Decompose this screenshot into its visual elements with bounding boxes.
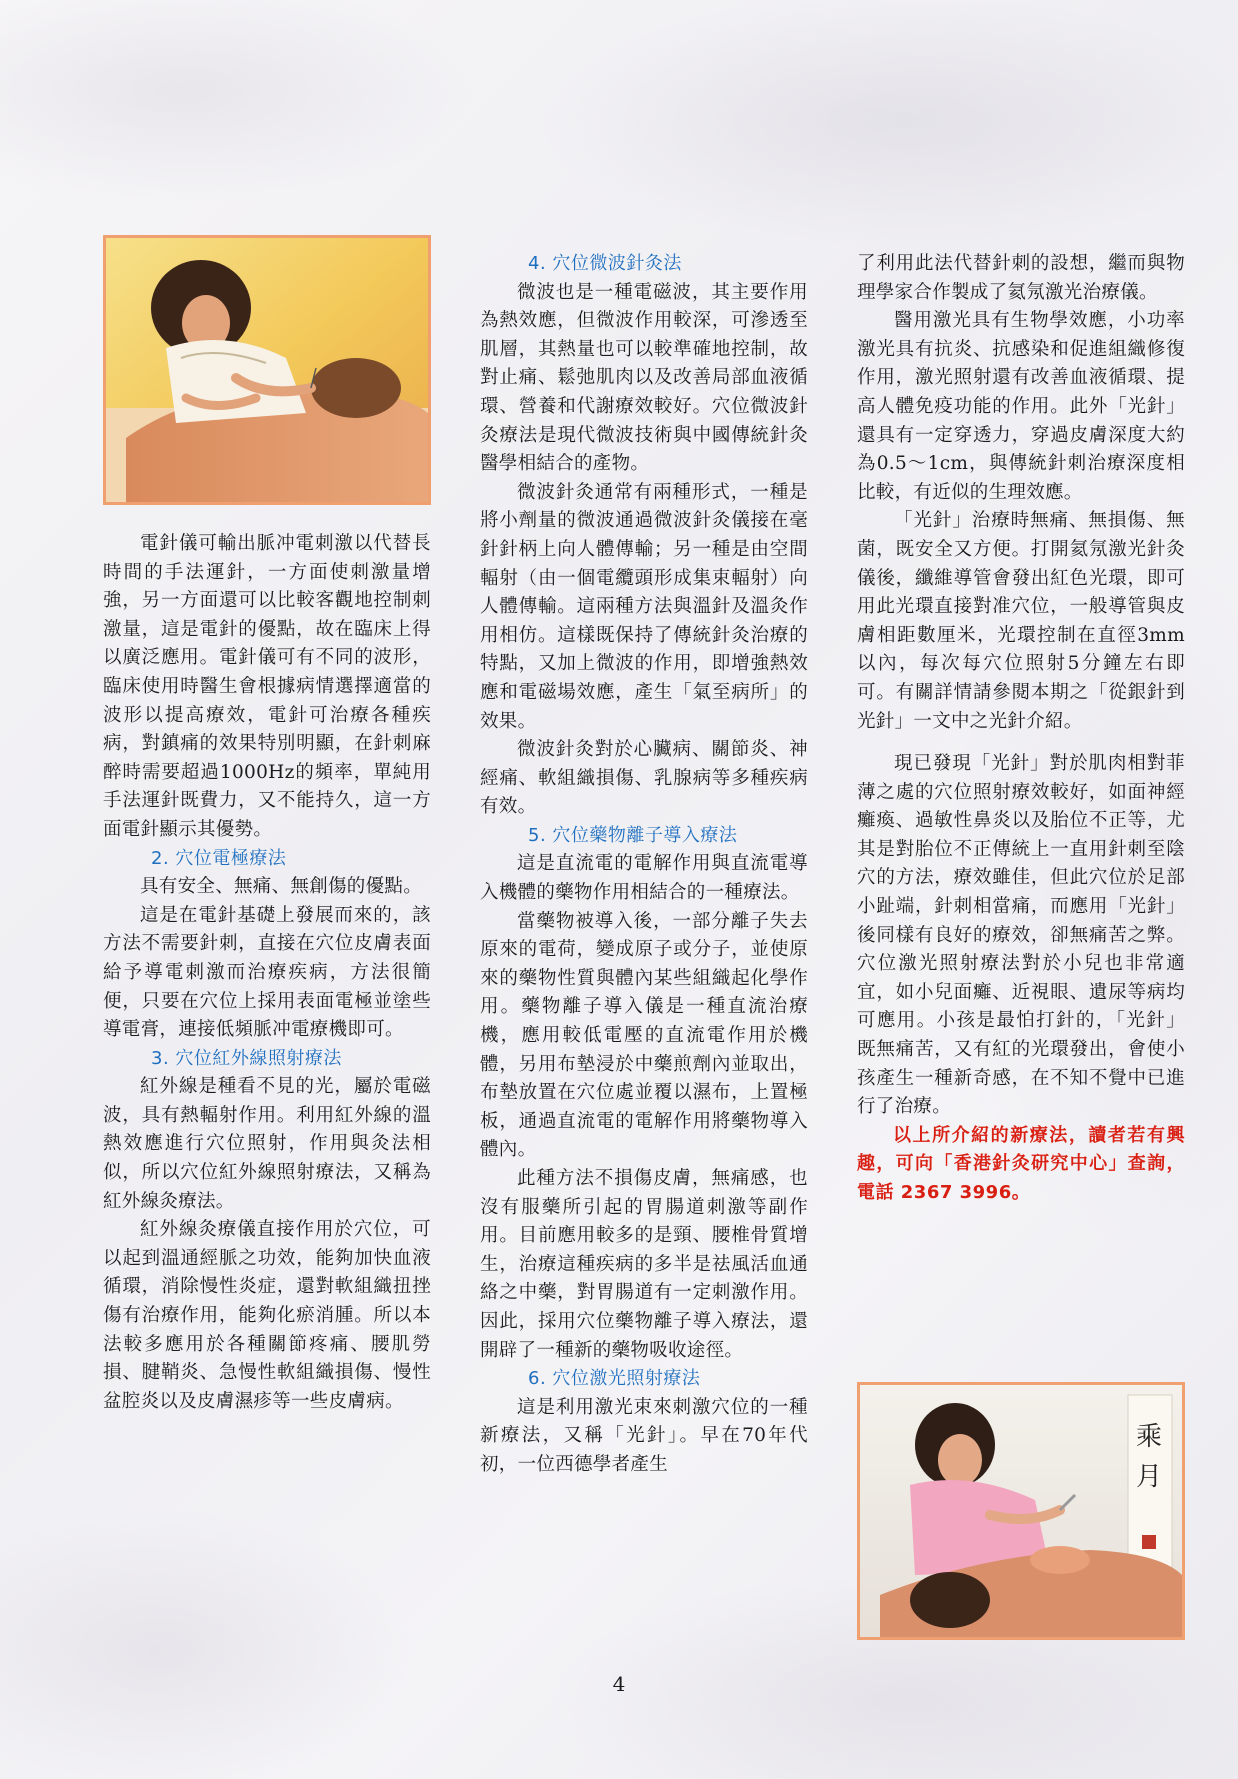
- paragraph: 「光針」治療時無痛、無損傷、無菌，既安全又方便。打開氦氖激光針灸儀後，纖維導管會發出紅色光環，即可用此光環直接對准穴位，一般導管與皮膚相距數厘米，光環控制在直徑3mm以內，每次每穴位照射5分鐘左右即可。有關詳情請參閱本期之「從銀針到光針」一文中之光針介紹。: [857, 510, 1185, 732]
- svg-text:乘: 乘: [1136, 1422, 1163, 1452]
- section-heading-4: 4. 穴位微波針灸法: [528, 253, 682, 274]
- paragraph-continued: 了利用此法代替針刺的設想，繼而與物理學家合作製成了氦氖激光治療儀。: [857, 253, 1185, 303]
- paragraph: 電針儀可輸出脈冲電刺激以代替長時間的手法運針，一方面使刺激量增強，另一方面還可以比較客觀地控制刺激量，這是電針的優點，故在臨床上得以廣泛應用。電針儀可有不同的波形，臨床使用時醫生會根據病情選擇適當的波形以提高療效，電針可治療各種疾病，對鎮痛的效果特別明顯，在針刺麻醉時需要超過1000Hz的頻率，單純用手法運針既費力，又不能持久，這一方面電針顯示其優勢。: [103, 533, 431, 840]
- paragraph: 紅外線灸療儀直接作用於穴位，可以起到溫通經脈之功效，能夠加快血液循環，消除慢性炎症，還對軟組織扭挫傷有治療作用，能夠化瘀消腫。所以本法較多應用於各種關節疼痛、腰肌勞損、腱鞘炎、急慢性軟組織損傷、慢性盆腔炎以及皮膚濕疹等一些皮膚病。: [103, 1219, 431, 1412]
- section-heading-3: 3. 穴位紅外線照射療法: [151, 1047, 342, 1069]
- paragraph: 當藥物被導入後，一部分離子失去原來的電荷，變成原子或分子，並使原來的藥物性質與體內某些組織起化學作用。藥物離子導入儀是一種直流治療機，應用較低電壓的直流電作用於機體，另用布墊浸於中藥煎劑內並取出，布墊放置在穴位處並覆以濕布，上置極板，通過直流電的電解作用將藥物導入體內。: [480, 910, 808, 1161]
- section-heading-6: 6. 穴位激光照射療法: [528, 1368, 701, 1390]
- paragraph: 具有安全、無痛、無創傷的優點。: [140, 876, 423, 898]
- column-3: [857, 250, 1185, 1208]
- treatment-photo-illustration: [106, 238, 428, 502]
- paragraph: 這是利用激光束來刺激穴位的一種新療法，又稱「光針」。早在70年代初，一位西德學者產生: [480, 1396, 808, 1475]
- paragraph: 微波也是一種電磁波，其主要作用為熱效應，但微波作用較深，可滲透至肌層，其熱量也可以較準確地控制，故對止痛、鬆弛肌肉以及改善局部血液循環、營養和代謝療效較好。穴位微波針灸療法是現代微波技術與中國傳統針灸醫學相結合的產物。: [480, 281, 808, 475]
- section-heading-2: 2. 穴位電極療法: [151, 847, 287, 869]
- paragraph: 此種方法不損傷皮膚，無痛感，也沒有服藥所引起的胃腸道刺激等副作用。目前應用較多的是頸、腰椎骨質增生，治療這種疾病的多半是祛風活血通絡之中藥，對胃腸道有一定刺激作用。因此，採用穴位藥物離子導入療法，還開辟了一種新的藥物吸收途徑。: [480, 1168, 808, 1361]
- svg-text:月: 月: [1136, 1462, 1163, 1492]
- laser-treatment-illustration: [860, 1385, 1182, 1637]
- paragraph: 微波針灸對於心臟病、關節炎、神經痛、軟組織損傷、乳腺病等多種疾病有效。: [480, 739, 808, 818]
- paragraph: 微波針灸通常有兩種形式，一種是將小劑量的微波通過微波針灸儀接在毫針針柄上向人體傳輸；另一種是由空間輻射（由一個電纜頭形成集束輻射）向人體傳輸。這兩種方法與溫針及溫灸作用相仿。這樣既保持了傳統針灸治療的特點，又加上微波的作用，即增強熱效應和電磁場效應，產生「氣至病所」的效果。: [480, 481, 808, 732]
- column-1: [103, 530, 431, 1416]
- treatment-photo-bottom: [857, 1382, 1185, 1640]
- paragraph: 現已發現「光針」對於肌肉相對菲薄之處的穴位照射療效較好，如面神經癱瘓、過敏性鼻炎以及胎位不正等，尤其是對胎位不正傳統上一直用針刺至陰穴的方法，療效雖佳，但此穴位於足部小趾端，針刺相當痛，而應用「光針」後同樣有良好的療效，卻無痛苦之弊。穴位激光照射療法對於小兒也非常適宜，如小兒面癱、近視眼、遺尿等病均可應用。小孩是最怕打針的，「光針」既無痛苦，又有紅的光環發出，會使小孩產生一種新奇感，在不知不覺中已進行了治療。: [857, 753, 1185, 1118]
- column-2: [480, 250, 808, 1480]
- page-number: 4: [612, 1672, 626, 1696]
- paragraph: 紅外線是種看不見的光，屬於電磁波，具有熱輻射作用。利用紅外線的溫熱效應進行穴位照射，作用與灸法相似，所以穴位紅外線照射療法，又稱為紅外線灸療法。: [103, 1076, 431, 1212]
- paragraph: 這是在電針基礎上發展而來的，該方法不需要針刺，直接在穴位皮膚表面給予導電刺激而治療疾病，方法很簡便，只要在穴位上採用表面電極並塗些導電膏，連接低頻脈冲電療機即可。: [103, 904, 431, 1041]
- treatment-photo-top: [103, 235, 431, 505]
- paragraph: 這是直流電的電解作用與直流電導入機體的藥物作用相結合的一種療法。: [480, 853, 808, 904]
- contact-notice: 以上所介紹的新療法，讀者若有興趣，可向「香港針灸研究中心」查詢，電話 2367 3996。: [857, 1124, 1185, 1203]
- section-heading-5: 5. 穴位藥物離子導入療法: [528, 824, 738, 846]
- paragraph: 醫用激光具有生物學效應，小功率激光具有抗炎、抗感染和促進組織修復作用，激光照射還有改善血液循環、提高人體免疫功能的作用。此外「光針」還具有一定穿透力，穿過皮膚深度大約為0.5～1cm，與傳統針刺治療深度相比較，有近似的生理效應。: [857, 310, 1185, 503]
